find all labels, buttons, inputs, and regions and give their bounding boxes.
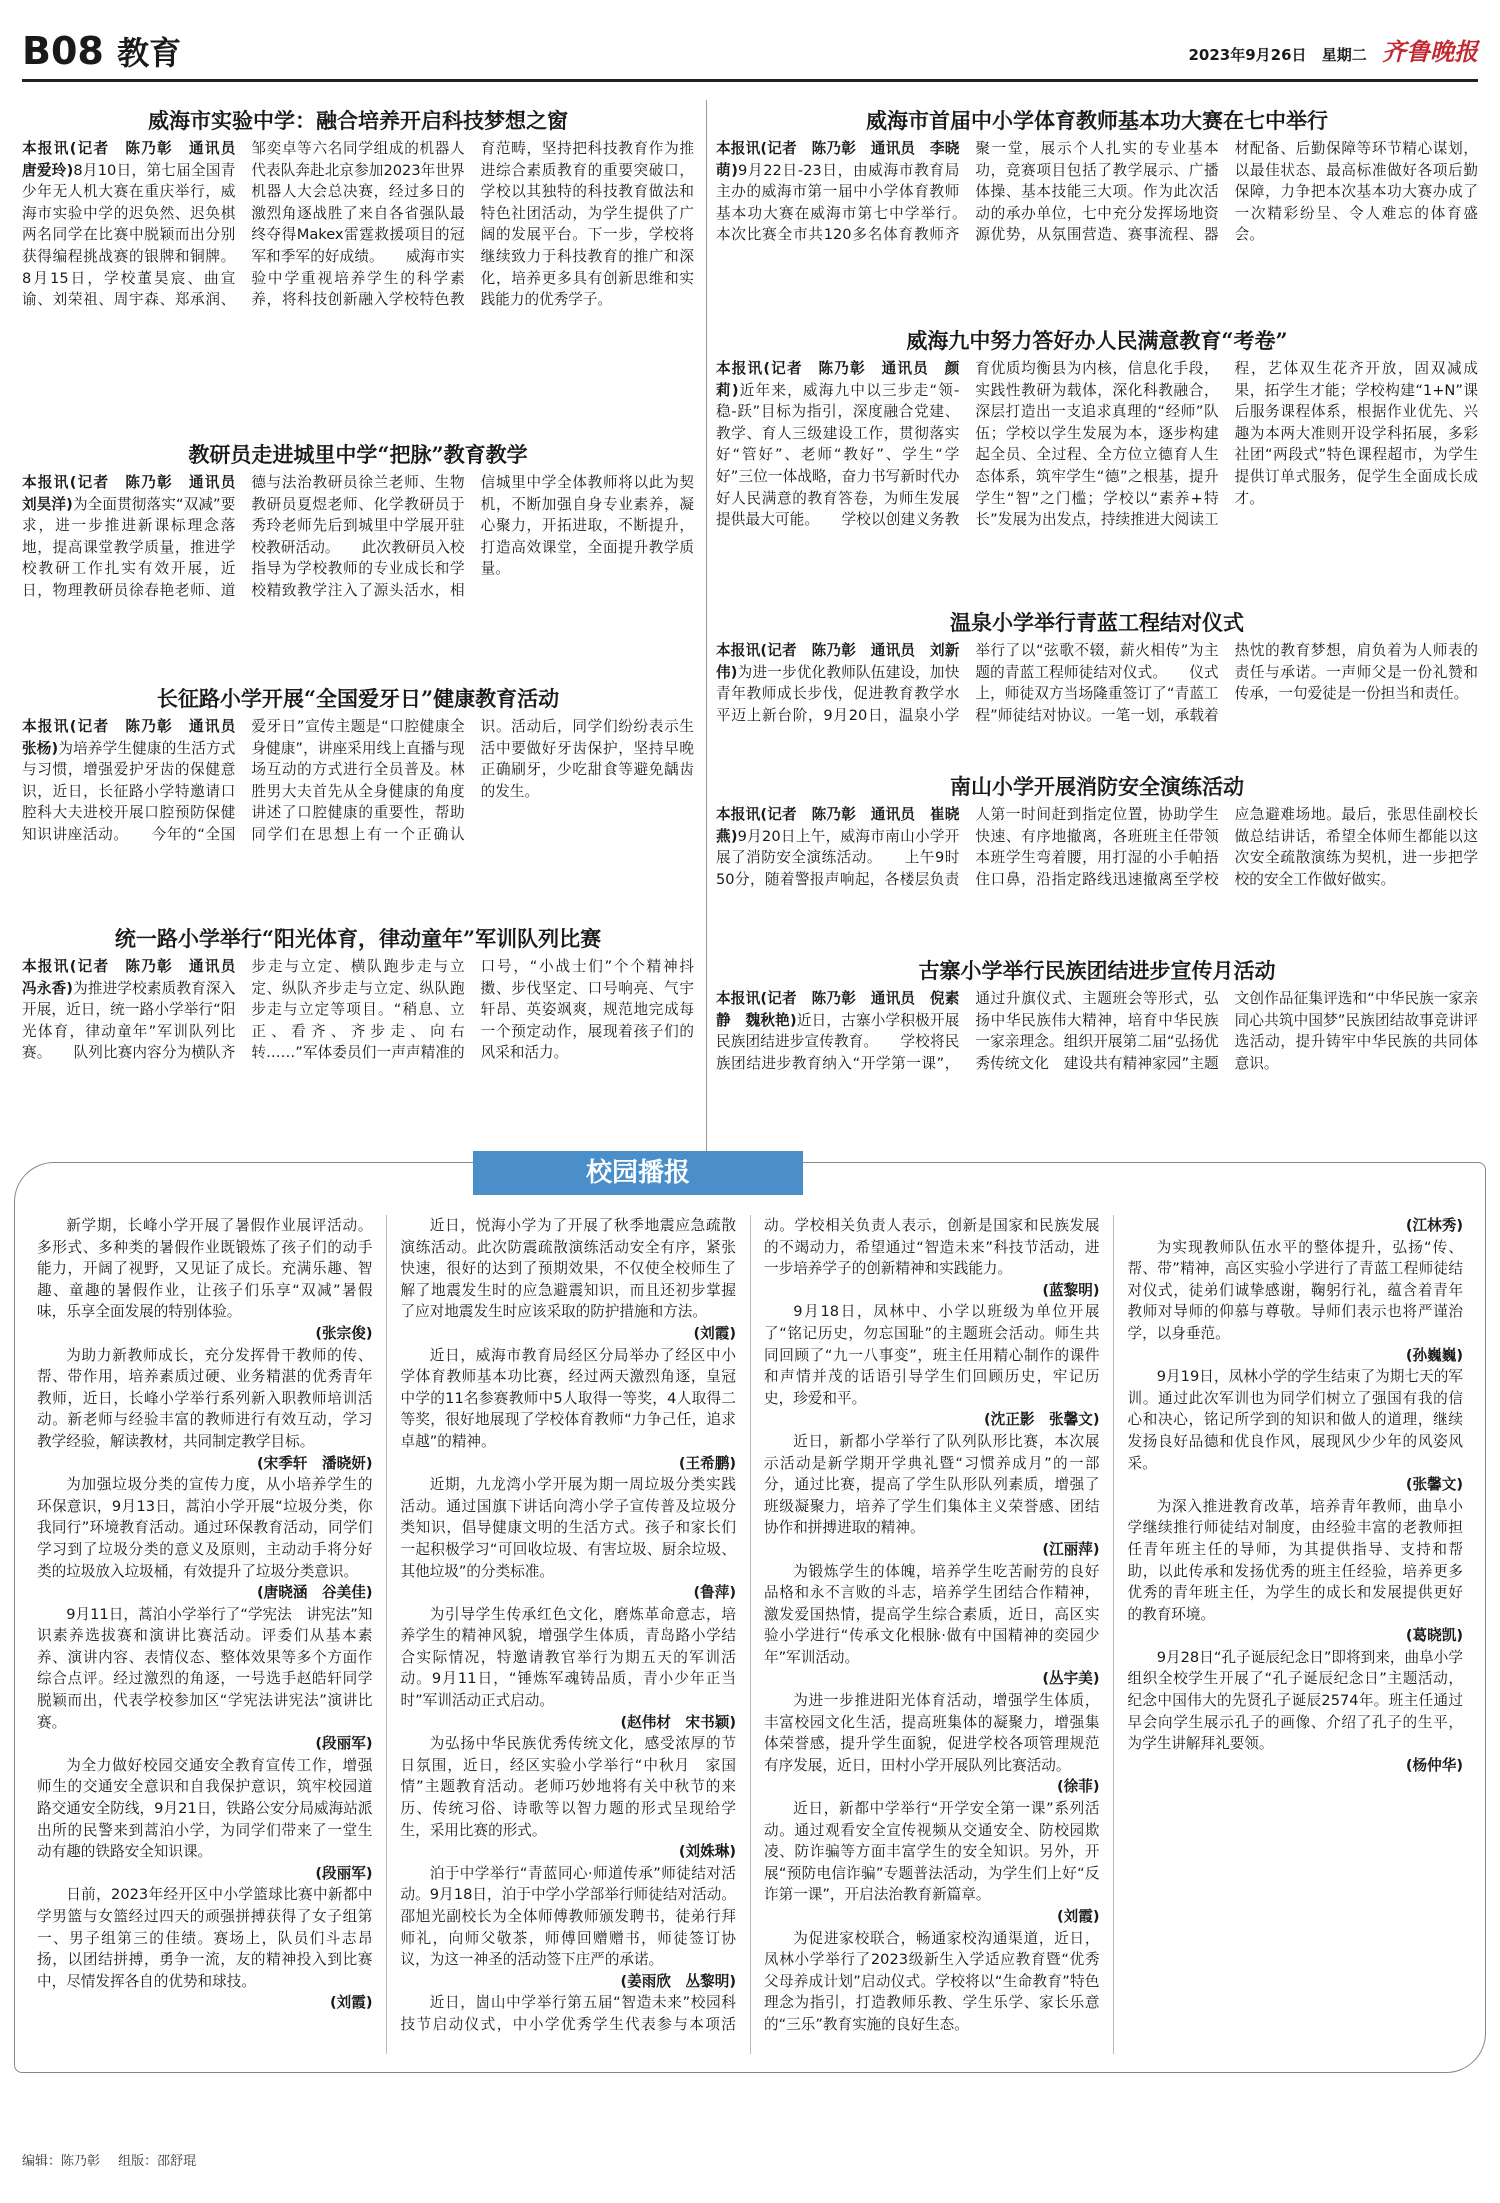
campus-news-author: (刘姝琳) <box>678 1843 736 1861</box>
article-byline: 本报讯(记者 陈乃彰 通讯员 崔晓燕) <box>716 806 960 845</box>
campus-news-item: 为引导学生传承红色文化，磨炼革命意志，培养学生的精神风貌，增强学生体质，青岛路小学结合实际情况，特邀请教官举行为期五天的军训活动。9月11日，“锤炼军魂铸品质，青小少年正当时”军训活动正式启动。 <box>400 1605 736 1710</box>
page-footer <box>22 2150 210 2169</box>
article-body: 9月20日上午，威海市南山小学开展了消防安全演练活动。 上午9时50分，随着警报声响起，各楼层负责人第一时间赶到指定位置，协助学生快速、有序地撤离，各班班主任带领本班学生弯着腰，用打湿的小手帕捂住口鼻，沿指定路线迅速撤离至学校应急避难场地。最后，张思佳副校长做总结讲话，希望全体师生都能以这次安全疏散演练为契机，进一步把学校的安全工作做好做实。 <box>716 806 1478 888</box>
article-byline: 本报讯(记者 陈乃彰 通讯员 颜莉) <box>716 360 960 399</box>
campus-news-author: (沈正影 张馨文) <box>984 1411 1100 1429</box>
campus-news-author: (段丽军) <box>315 1735 373 1753</box>
campus-news-author: (刘霞) <box>329 1994 373 2012</box>
article-title: 教研员走进城里中学“把脉”教育教学 <box>188 442 528 467</box>
campus-news-item: 近期，九龙湾小学开展为期一周垃圾分类实践活动。通过国旗下讲话向湾小学子宣传普及垃圾分类知识，倡导健康文明的生活方式。孩子和家长们一起积极学习“可回收垃圾、有害垃圾、厨余垃圾、其他垃圾”的分类标准。 <box>400 1476 736 1580</box>
article <box>716 324 1478 604</box>
campus-news-author: (宋季轩 潘晓妍) <box>257 1454 373 1472</box>
campus-news-author: (姜雨欣 丛黎明) <box>620 1972 736 1990</box>
article-body: 9月22日-23日，由威海市教育局主办的威海市第一届中小学体育教师基本功大赛在威海市第七中学举行。 本次比赛全市共120多名体育教师齐聚一堂，展示个人扎实的专业基本功，竞赛项目包括了教学展示、广播体操、基本技能三大项。作为此次活动的承办单位，七中充分发挥场地资源优势，从氛围营造、赛事流程、器材配备、后勤保障等环节精心谋划，以最佳状态、最高标准做好各项后勤保障，力争把本次基本功大赛办成了一次精彩纷呈、令人难忘的体育盛会。 <box>716 140 1478 244</box>
issue-date: 2023年9月26日 <box>1188 46 1307 64</box>
article-byline: 本报讯(记者 陈乃彰 通讯员 冯永香) <box>22 958 250 997</box>
campus-news-author: (张宗俊) <box>315 1324 373 1342</box>
campus-news-author: (丛宇美) <box>1042 1670 1100 1688</box>
campus-news-author: (段丽军) <box>315 1864 373 1882</box>
campus-news-author: (鲁萍) <box>693 1584 736 1602</box>
article-body: 为进一步优化教师队伍建设，加快青年教师成长步伐，促进教育教学水平迈上新台阶，9月20日，温泉小学举行了以“弦歌不辍，薪火相传”为主题的青蓝工程师徒结对仪式。 仪式上，师徒双方当场隆重签订了“青蓝工程”师徒结对协议。一笔一划，承载着热忱的教育梦想，肩负着为人师表的责任与承诺。一声师父是一份礼赞和传承，一句爱徒是一份担当和责任。 <box>716 642 1478 724</box>
campus-news-author: (张馨文) <box>1405 1476 1463 1494</box>
article-title: 统一路小学举行“阳光体育，律动童年”军训队列比赛 <box>114 926 602 951</box>
article-body: 为推进学校素质教育深入开展，近日，统一路小学举行“阳光体育，律动童年”军训队列比赛。 队列比赛内容分为横队齐步走与立定、横队跑步走与立定、纵队齐步走与立定、纵队跑步走与立定等项目。“稍息、立正、看齐、齐步走、向右转……”军体委员们一声声精准的口号，“小战士们”个个精神抖擞、步伐坚定、口号响亮、气宇轩昂、英姿飒爽，规范地完成每一个预定动作，展现着孩子们的风采和活力。 <box>22 958 694 1062</box>
article <box>22 438 694 678</box>
article-body: 8月10日，第七届全国青少年无人机大赛在重庆举行，威海市实验中学的迟奂然、迟奂棋两名同学在比赛中脱颖而出分别获得编程挑战赛的银牌和铜牌。8月15日，学校董昊宸、曲宣谕、刘荣祖、周宇森、郑承润、邹奕卓等六名同学组成的机器人代表队奔赴北京参加2023年世界机器人大会总决赛，经过多日的激烈角逐战胜了来自各省强队最终夺得Makex雷霆救援项目的冠军和季军的好成绩。 威海市实验中学重视培养学生的科学素养，将科技创新融入学校特色教育范畴，坚持把科技教育作为推进综合素质教育的重要突破口，学校以其独特的科技教育做法和特色社团活动，为学生提供了广阔的发展平台。下一步，学校将继续致力于科技教育的推广和深化，培养更多具有创新思维和实践能力的优秀学子。 <box>22 140 694 309</box>
issue-weekday: 星期二 <box>1321 46 1367 64</box>
campus-news-item: 9月11日，蒿泊小学举行了“学宪法 讲宪法”知识素养选拔赛和演讲比赛活动。评委们从基本素养、演讲内容、表情仪态、整体效果等多个方面作综合点评。经过激烈的角逐，一号选手赵皓轩同学脱颖而出，代表学校参加区“学宪法讲宪法”演讲比赛。 <box>37 1605 373 1731</box>
campus-news-item: 为助力新教师成长，充分发挥骨干教师的传、帮、带作用，培养素质过硬、业务精湛的优秀青年教师，近日，长峰小学举行系列新入职教师培训活动。新老师与经验丰富的教师进行有效互动，学习教学经验，解读教材，共同制定教学目标。 <box>37 1346 373 1450</box>
article-byline: 本报讯(记者 陈乃彰 通讯员 唐爱玲) <box>22 140 250 179</box>
campus-news-item: 为弘扬中华民族优秀传统文化，感受浓厚的节日氛围，近日，经区实验小学举行“中秋月 家国情”主题教育活动。老师巧妙地将有关中秋节的来历、传统习俗、诗歌等以智力题的形式呈现给学生，采用比赛的形式。 <box>400 1735 736 1839</box>
campus-news-title: 校园播报 <box>473 1151 803 1195</box>
article-title: 威海九中努力答好办人民满意教育“考卷” <box>906 328 1288 353</box>
campus-news-item: 泊于中学举行“青蓝同心·师道传承”师徒结对活动。9月18日，泊于中学小学部举行师徒结对活动。邵旭光副校长为全体师傅教师颁发聘书，徒弟行拜师礼，向师父敬茶，师傅回赠赠书，师徒签订协议，为这一神圣的活动签下庄严的承诺。 <box>400 1864 736 1969</box>
campus-news-author: (孙巍巍) <box>1405 1346 1463 1364</box>
campus-news-item: 近日，威海市教育局经区分局举办了经区中小学体育教师基本功比赛，经过两天激烈角逐，皇冠中学的11名参赛教师中5人取得一等奖，4人取得二等奖，很好地展现了学校体育教师“力争己任，追求卓越”的精神。 <box>400 1346 736 1450</box>
campus-news-item: 为加强垃圾分类的宣传力度，从小培养学生的环保意识，9月13日，蒿泊小学开展“垃圾分类，你我同行”环境教育活动。通过环保教育活动，同学们学习到了垃圾分类的意义及原则，主动动手将分好类的垃圾放入垃圾桶，有效提升了垃圾分类意识。 <box>37 1476 373 1580</box>
article-body: 近日，古寨小学积极开展民族团结进步宣传教育。 学校将民族团结进步教育纳入“开学第一课”，通过升旗仪式、主题班会等形式，弘扬中华民族伟大精神，培育中华民族一家亲理念。组织开展第二届“弘扬优秀传统文化 建设共有精神家园”主题文创作品征集评选和“中华民族一家亲 同心共筑中国梦”民族团结故事竞讲评选活动，提升铸牢中华民族的共同体意识。 <box>716 990 1493 1072</box>
campus-news-author: (江丽萍) <box>1042 1540 1100 1558</box>
campus-news-author: (王希鹏) <box>678 1454 736 1472</box>
article <box>716 104 1478 322</box>
campus-news-item: 近日，新都小学举行了队列队形比赛，本次展示活动是新学期开学典礼暨“习惯养成月”的一部分，通过比赛，提高了学生队形队列素质，增强了班级凝聚力，培养了学生们集体主义荣誉感、团结协作和拼搏进取的精神。 <box>764 1432 1100 1537</box>
article <box>716 606 1478 766</box>
campus-news-author: (赵伟材 宋书颖) <box>620 1713 736 1731</box>
article-body: 为全面贯彻落实“双减”要求，进一步推进新课标理念落地，提高课堂教学质量，推进学校教研工作扎实有效开展，近日，物理教研员徐春艳老师、道德与法治教研员徐兰老师、生物教研员夏煜老师、化学教研员于秀玲老师先后到城里中学展开驻校教研活动。 此次教研员入校指导为学校教师的专业成长和学校精致教学注入了源头活水，相信城里中学全体教师将以此为契机，不断加强自身专业素养，凝心聚力，开拓进取，不断提升，打造高效课堂，全面提升教学质量。 <box>22 474 694 599</box>
article-title: 长征路小学开展“全国爱牙日”健康教育活动 <box>156 686 560 711</box>
layout-credit: 组版：邵舒琨 <box>118 2154 197 2169</box>
article <box>716 770 1478 950</box>
article-byline: 本报讯(记者 陈乃彰 通讯员 倪素静 魏秋艳) <box>716 990 960 1029</box>
campus-news-body <box>37 1215 1463 2054</box>
article-title: 威海市首届中小学体育教师基本功大赛在七中举行 <box>866 108 1328 133</box>
campus-news-author: (蓝黎明) <box>1042 1281 1100 1299</box>
article-byline: 本报讯(记者 陈乃彰 通讯员 刘新伟) <box>716 642 960 681</box>
campus-news-item: 9月19日，凤林小学的学生结束了为期七天的军训。通过此次军训也为同学们树立了强国有我的信心和决心，铭记所学到的知识和做人的道理，继续发扬良好品德和优良作风，展现风少少年的风姿风采。 <box>1127 1368 1463 1472</box>
campus-news-author: (刘霞) <box>693 1324 736 1342</box>
campus-news-item: 为促进家校联合，畅通家校沟通渠道，近日，凤林小学举行了2023级新生入学适应教育暨“优秀父母养成计划”启动仪式。学校将以“生命教育”特色理念为指引，打造教师乐教、学生乐学、家长乐意的“三乐”教育实施的良好生态。 <box>764 1929 1100 2033</box>
article-body: 近年来，威海九中以三步走“领-稳-跃”目标为指引，深度融合党建、教学、育人三级建设工作，贯彻落实好“管好”、老师“教好”、学生“学好”三位一体战略，奋力书写新时代办好人民满意的教育答卷，为师生发展提供最大可能。 学校以创建义务教育优质均衡县为内核，信息化手段，实践性教研为载体，深化科教融合，深层打造出一支追求真理的“经师”队伍；学校以学生发展为本，逐步构建起全员、全过程、全方位立德育人生态体系，筑牢学生“德”之根基，提升学生“智”之门槛；学校以“素养+特长”发展为出发点，持续推进大阅读工程，艺体双生花齐开放，固双减成果，拓学生才能；学校构建“1+N”课后服务课程体系，根据作业优先、兴趣为本两大准则开设学科拓展，多彩社团“两段式”特色课程超市，为学生提供订单式服务，促学生全面成长成才。 <box>716 360 1478 529</box>
column-divider <box>706 100 707 1160</box>
article-title: 威海市实验中学：融合培养开启科技梦想之窗 <box>148 108 568 133</box>
campus-news-item: 为进一步推进阳光体育活动，增强学生体质，丰富校园文化生活，提高班集体的凝聚力，增强集体荣誉感，提升学生面貌，促进学校各项管理规范有序发展，近日，田村小学开展队列比赛活动。 <box>764 1692 1100 1774</box>
article-byline: 本报讯(记者 陈乃彰 通讯员 张杨) <box>22 718 250 757</box>
article-title: 古寨小学举行民族团结进步宣传月活动 <box>918 958 1276 983</box>
article <box>22 104 694 434</box>
campus-news-author: (刘霞) <box>1056 1908 1100 1925</box>
campus-news-item: 9月28日“孔子诞辰纪念日”即将到来，曲阜小学组织全校学生开展了“孔子诞辰纪念日”主题活动，纪念中国伟大的先贤孔子诞辰2574年。班主任通过早会向学生展示孔子的画像、介绍了孔子的生平，为学生讲解拜礼要领。 <box>1127 1648 1463 1753</box>
campus-news-item: 9月18日，凤林中、小学以班级为单位开展了“铭记历史，勿忘国耻”的主题班会活动。师生共同回顾了“九一八事变”，班主任用精心制作的课件和声情并茂的话语引导学生们回顾历史，牢记历史，珍爱和平。 <box>764 1303 1100 1407</box>
newspaper-logo: 齐鲁晚报 <box>1382 37 1478 66</box>
editor-credit: 编辑：陈乃彰 <box>22 2154 101 2169</box>
campus-news-item: 近日，新都中学举行“开学安全第一课”系列活动。通过观看安全宣传视频从交通安全、防校园欺凌、防诈骗等方面丰富学生的安全知识。另外，开展“预防电信诈骗”专题普法活动，为学生们上好“反诈第一课”，开启法治教育新篇章。 <box>764 1800 1100 1904</box>
campus-news-item: 为全力做好校园交通安全教育宣传工作，增强师生的交通安全意识和自我保护意识，筑牢校园道路交通安全防线，9月21日，铁路公安分局威海站派出所的民警来到蒿泊小学，为同学们带来了一堂生动有趣的铁路安全知识课。 <box>37 1756 373 1861</box>
header-info <box>1178 37 1478 67</box>
article <box>22 682 694 918</box>
campus-news-item: 近日，悦海小学为了开展了秋季地震应急疏散演练活动。此次防震疏散演练活动安全有序，紧张快速，很好的达到了预期效果，不仅使全校师生了解了地震发生时的应急避震知识，而且还初步掌握了应对地震发生时应该采取的防护措施和方法。 <box>400 1217 736 1321</box>
campus-news-author: (葛晓凯) <box>1405 1627 1463 1645</box>
campus-news-author: (唐晓涵 谷美佳) <box>257 1584 373 1602</box>
page-header <box>22 26 1478 82</box>
article-title: 温泉小学举行青蓝工程结对仪式 <box>950 610 1244 635</box>
article <box>22 922 694 1158</box>
article-body: 为培养学生健康的生活方式与习惯，增强爱护牙齿的保健意识，近日，长征路小学特邀请口腔科大夫进校开展口腔预防保健知识讲座活动。 今年的“全国爱牙日”宣传主题是“口腔健康全身健康”，讲座采用线上直播与现场互动的方式进行全员普及。林胜男大夫首先从全身健康的角度讲述了口腔健康的重要性，帮助同学们在思想上有一个正确认识。活动后，同学们纷纷表示生活中要做好牙齿保护，坚持早晚正确刷牙，少吃甜食等避免龋齿的发生。 <box>22 718 694 843</box>
campus-news-author: (江林秀) <box>1405 1217 1463 1234</box>
campus-news-item: 日前，2023年经开区中小学篮球比赛中新都中学男篮与女篮经过四天的顽强拼搏获得了女子组第一、男子组第三的佳绩。赛场上，队员们斗志昂扬，以团结拼搏，勇争一流，友的精神投入到比赛中，尽情发挥各自的优势和球技。 <box>37 1886 373 1990</box>
campus-news-item: 为深入推进教育改革，培养青年教师，曲阜小学继续推行师徒结对制度，由经验丰富的老教师担任青年班主任的导师，为其提供指导、支持和帮助，以此传承和发扬优秀的班主任经验，培养更多优秀的青年班主任，为学生的成长和发展提供更好的教育环境。 <box>1127 1497 1463 1623</box>
article-title: 南山小学开展消防安全演练活动 <box>950 774 1244 799</box>
campus-news-item: 新学期，长峰小学开展了暑假作业展评活动。多形式、多种类的暑假作业既锻炼了孩子们的动手能力，开阔了视野，又见证了成长。充满乐趣、智趣、童趣的暑假作业，让孩子们乐享“双减”暑假味，乐享全面发展的特别体验。 <box>37 1217 373 1321</box>
campus-news-author: (杨仲华) <box>1405 1756 1463 1774</box>
campus-news-box <box>14 1158 1486 2073</box>
campus-news-item: 为实现教师队伍水平的整体提升，弘扬“传、帮、带”精神，高区实验小学进行了青蓝工程师徒结对仪式，徒弟们诚挚感谢，鞠躬行礼，蕴含着青年教师对导师的仰慕与尊敬。导师们表示也将严谨治学，以身垂范。 <box>1127 1238 1463 1342</box>
article-byline: 本报讯(记者 陈乃彰 通讯员 刘昊洋) <box>22 474 250 513</box>
campus-news-item: 为锻炼学生的体魄，培养学生吃苦耐劳的良好品格和永不言败的斗志，培养学生团结合作精神，激发爱国热情，提高学生综合素质，近日，高区实验小学进行“传承文化根脉·做有中国精神的奕园少年”军训活动。 <box>764 1562 1100 1666</box>
campus-news-author: (徐菲) <box>1056 1778 1100 1796</box>
campus-news-item: 近日，崮山中学举行第五届“智造未来”校园科技节启动仪式，中小学优秀学生代表参与本项活动。学校相关负责人表示，创新是国家和民族发展的不竭动力，希望通过“智造未来”科技节活动，进一步培养学子的创新精神和实践能力。 <box>400 1217 1100 2033</box>
article-byline: 本报讯(记者 陈乃彰 通讯员 李晓萌) <box>716 140 960 179</box>
page-number: B08 教育 <box>22 29 182 73</box>
article <box>716 954 1493 1158</box>
